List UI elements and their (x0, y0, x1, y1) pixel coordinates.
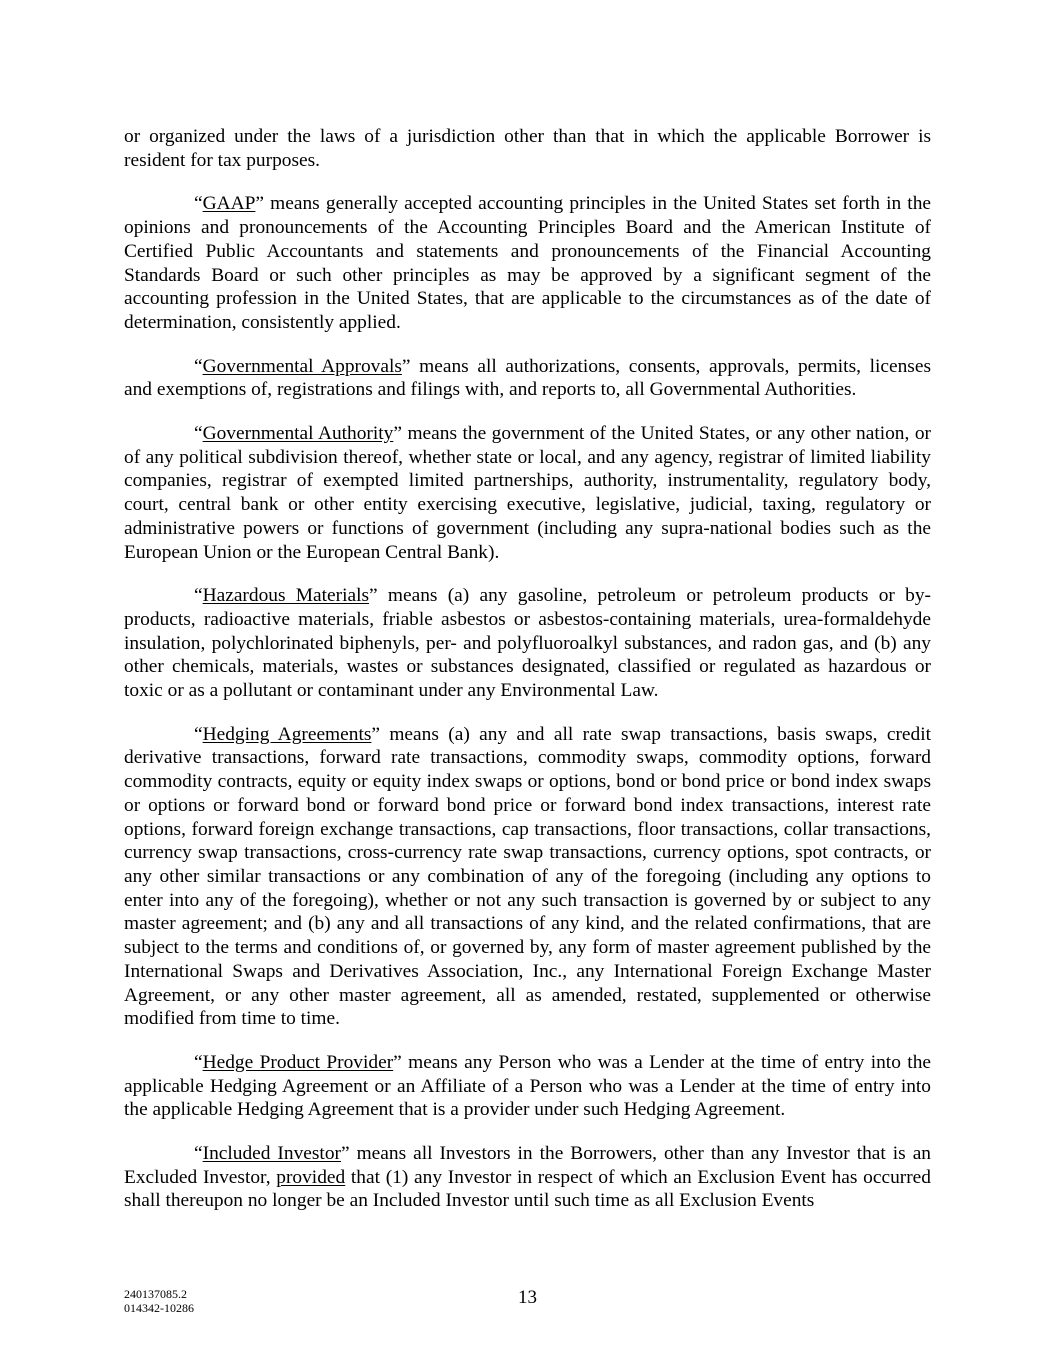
defined-term: Included Investor (202, 1143, 341, 1165)
defined-term: Hazardous Materials (202, 585, 370, 607)
definition-hazardous-materials (124, 584, 931, 703)
doc-id-line: 240137085.2 (124, 1287, 187, 1301)
matter-id-line: 014342-10286 (124, 1301, 194, 1315)
defined-term: Hedge Product Provider (202, 1051, 394, 1073)
open-quote: “ (194, 423, 203, 445)
defined-term: Hedging Agreements (202, 723, 372, 745)
document-body (124, 125, 931, 1233)
defined-term: GAAP (202, 193, 256, 215)
definition-text: ” means all authorizations, consents, approvals, permits, licenses and exemptions of, registrations and filings with, and reports to, all Governmental Authorities. (124, 355, 931, 401)
definition-text: ” means the government of the United States, or any other nation, or of any political subdivision thereof, whether state or local, and any agency, registrar of limited liability companies, registrar of exempted limited partnerships, authority, instrumentality, regulatory body, court, central bank or other entity exercising executive, legislative, judicial, taxing, regulatory or administrative powers or functions of government (including any supra-national bodies such as the European Union or the European Central Bank). (124, 423, 931, 563)
page-number: 13 (518, 1287, 537, 1308)
open-quote: “ (194, 1143, 203, 1165)
definition-hedge-product-provider (124, 1051, 931, 1122)
defined-term: Governmental Authority (202, 423, 394, 445)
definition-text: ” means generally accepted accounting principles in the United States set forth in the opinions and pronouncements of the Accounting Principles Board and the American Institute of Certified Public Accountants and statements and pronouncements of the Financial Accounting Standards Board or such other principles as may be approved by a significant segment of the accounting profession in the United States, that are applicable to the circumstances as of the date of determination, consistently applied. (124, 193, 931, 333)
paragraph-text: or organized under the laws of a jurisdiction other than that in which the applicable Borrower is resident for tax purposes. (124, 126, 931, 171)
open-quote: “ (194, 1051, 203, 1073)
definition-governmental-approvals (124, 355, 931, 402)
definition-governmental-authority (124, 422, 931, 564)
definition-included-investor (124, 1142, 931, 1213)
definition-text: ” means (a) any and all rate swap transactions, basis swaps, credit derivative transactions, forward rate transactions, commodity swaps, commodity options, forward commodity contracts, equity or equity index swaps or options, bond or bond price or bond index swaps or options or forward bond or forward bond price or forward bond index transactions, interest rate options, forward foreign exchange transactions, cap transactions, floor transactions, collar transactions, currency swap transactions, cross-currency rate swap transactions, currency options, spot contracts, or any other similar transactions or any combination of any of the foregoing (including any options to enter into any of the foregoing), whether or not any such transaction is governed by or subject to any master agreement; and (b) any and all transactions of any kind, and the related confirmations, that are subject to the terms and conditions of, or governed by, any form of master agreement published by the International Swaps and Derivatives Association, Inc., any International Foreign Exchange Master Agreement, or any other master agreement, all as amended, restated, supplemented or otherwise modified from time to time. (124, 723, 931, 1030)
open-quote: “ (194, 585, 203, 607)
definition-gaap (124, 192, 931, 334)
open-quote: “ (194, 355, 203, 377)
definition-text: ” means all Investors in the Borrowers, other than any Investor that is an Excluded Investor, (124, 1143, 931, 1188)
definition-text-continued: that (1) any Investor in respect of which an Exclusion Event has occurred shall thereupon no longer be an Included Investor until such time as all Exclusion Events (124, 1166, 931, 1212)
open-quote: “ (194, 723, 203, 745)
paragraph-continuation (124, 125, 931, 172)
definition-text: ” means (a) any gasoline, petroleum or petroleum products or by-products, radioactive materials, friable asbestos or asbestos-containing materials, urea-formaldehyde insulation, polychlorinated biphenyls, per- and polyfluoroalkyl substances, and radon gas, and (b) any other chemicals, materials, wastes or substances designated, classified or regulated as hazardous or toxic or as a pollutant or contaminant under any Environmental Law. (124, 585, 931, 702)
open-quote: “ (194, 193, 203, 215)
proviso-term: provided (276, 1166, 346, 1188)
definition-hedging-agreements (124, 723, 931, 1031)
definition-text: ” means any Person who was a Lender at the time of entry into the applicable Hedging Agreement or an Affiliate of a Person who was a Lender at the time of entry into the applicable Hedging Agreement that is a provider under such Hedging Agreement. (124, 1051, 931, 1121)
defined-term: Governmental Approvals (202, 355, 402, 377)
